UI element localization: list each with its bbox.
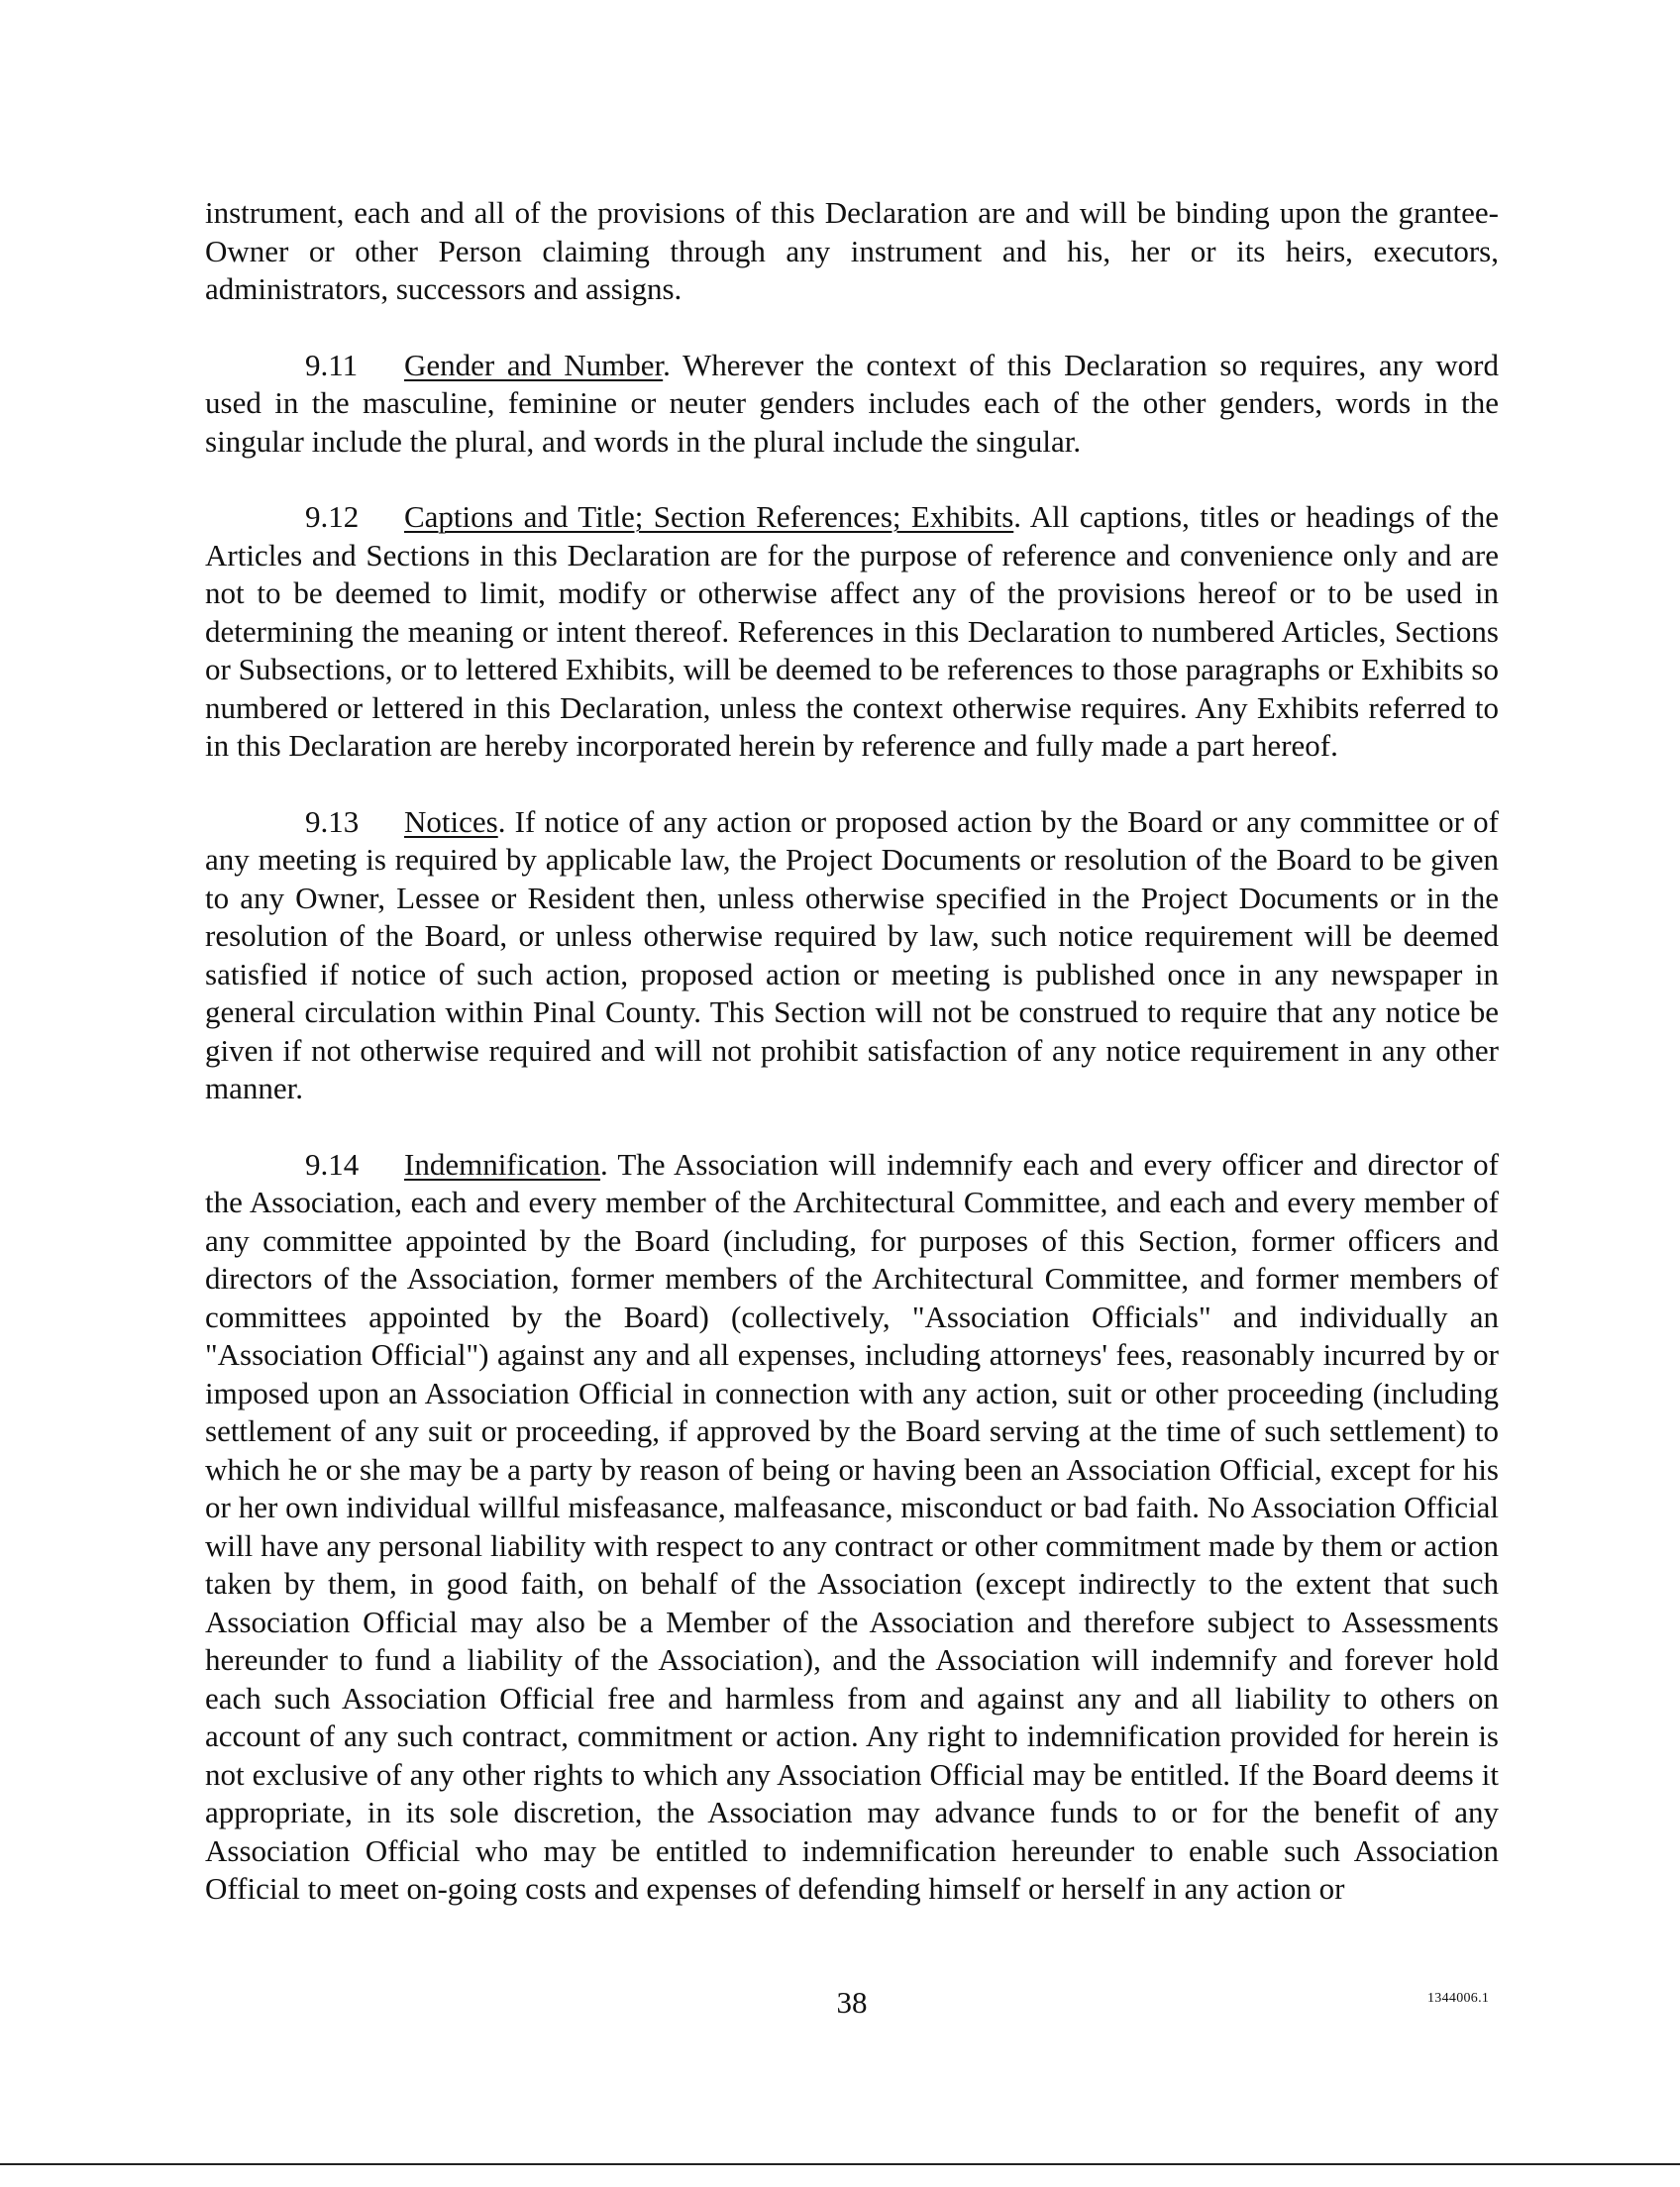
section-text: . All captions, titles or headings of the Articles and Sections in this Declaration are for the purpose of reference and convenience only and are not to be deemed to limit, modify or otherwise affect any of the provisions hereof or to be used in determining the meaning or intent thereof. References in this Declaration to numbered Articles, Sections or Subsections, or to lettered Exhibits, will be deemed to be references to those paragraphs or Exhibits so numbered or lettered in this Declaration, unless the context otherwise requires. Any Exhibits referred to in this Declaration are hereby incorporated herein by reference and fully made a part hereof. <box>205 499 1499 763</box>
section-number: 9.14 <box>305 1146 360 1182</box>
section-text: . Wherever the context of this Declaration so requires, any word used in the masculine, feminine or neuter genders includes each of the other genders, words in the singular include the plural, and words in the plural include the singular. <box>205 347 1499 459</box>
section-number: 9.11 <box>305 347 359 382</box>
section-9-14 <box>205 1146 1499 1909</box>
section-number: 9.13 <box>305 803 360 839</box>
section-text: . The Association will indemnify each and every officer and director of the Association, each and every member of the Architectural Committee, and each and every member of any committee appointed by the Board (including, for purposes of this Section, former officers and directors of the Association, former members of the Architectural Committee, and former members of committees appointed by the Board) (collectively, "Association Officials" and individually an "Association Official") against any and all expenses, including attorneys' fees, reasonably incurred by or imposed upon an Association Official in connection with any action, suit or other proceeding (including settlement of any suit or proceeding, if approved by the Board serving at the time of such settlement) to which he or she may be a party by reason of being or having been an Association Official, except for his or her own individual willful misfeasance, malfeasance, misconduct or bad faith. No Association Official will have any personal liability with respect to any contract or other commitment made by them or action taken by them, in good faith, on behalf of the Association (except indirectly to the extent that such Association Official may also be a Member of the Association and therefore subject to Assessments hereunder to fund a liability of the Association), and the Association will indemnify and forever hold each such Association Official free and harmless from and against any and all liability to others on account of any such contract, commitment or action. Any right to indemnification provided for herein is not exclusive of any other rights to which any Association Official may be entitled. If the Board deems it appropriate, in its sole discretion, the Association may advance funds to or for the benefit of any Association Official who may be entitled to indemnification hereunder to enable such Association Official to meet on-going costs and expenses of defending himself or herself in any action or <box>205 1146 1499 1906</box>
section-heading: Gender and Number <box>404 347 664 382</box>
section-number: 9.12 <box>305 499 360 534</box>
section-9-13 <box>205 803 1499 1108</box>
section-9-12 <box>205 498 1499 766</box>
section-text: . If notice of any action or proposed action by the Board or any committee or of any meeting is required by applicable law, the Project Documents or resolution of the Board to be given to any Owner, Lessee or Resident then, unless otherwise specified in the Project Documents or in the resolution of the Board, or unless otherwise required by law, such notice requirement will be deemed satisfied if notice of such action, proposed action or meeting is published once in any newspaper in general circulation within Pinal County. This Section will not be construed to require that any notice be given if not otherwise required and will not prohibit satisfaction of any notice requirement in any other manner. <box>205 803 1499 1105</box>
document-id: 1344006.1 <box>1427 1991 1490 2006</box>
section-heading: Captions and Title; Section References; Exhibits <box>404 499 1014 534</box>
document-body <box>205 194 1499 1909</box>
page-number: 38 <box>836 1985 868 2020</box>
section-9-11 <box>205 347 1499 462</box>
bottom-rule <box>0 2163 1680 2165</box>
section-heading: Indemnification <box>404 1146 600 1182</box>
section-heading: Notices <box>404 803 498 839</box>
continuation-paragraph: instrument, each and all of the provisions of this Declaration are and will be binding upon the grantee-Owner or other Person claiming through any instrument and his, her or its heirs, executors, administrators, successors and assigns. <box>205 195 1499 306</box>
